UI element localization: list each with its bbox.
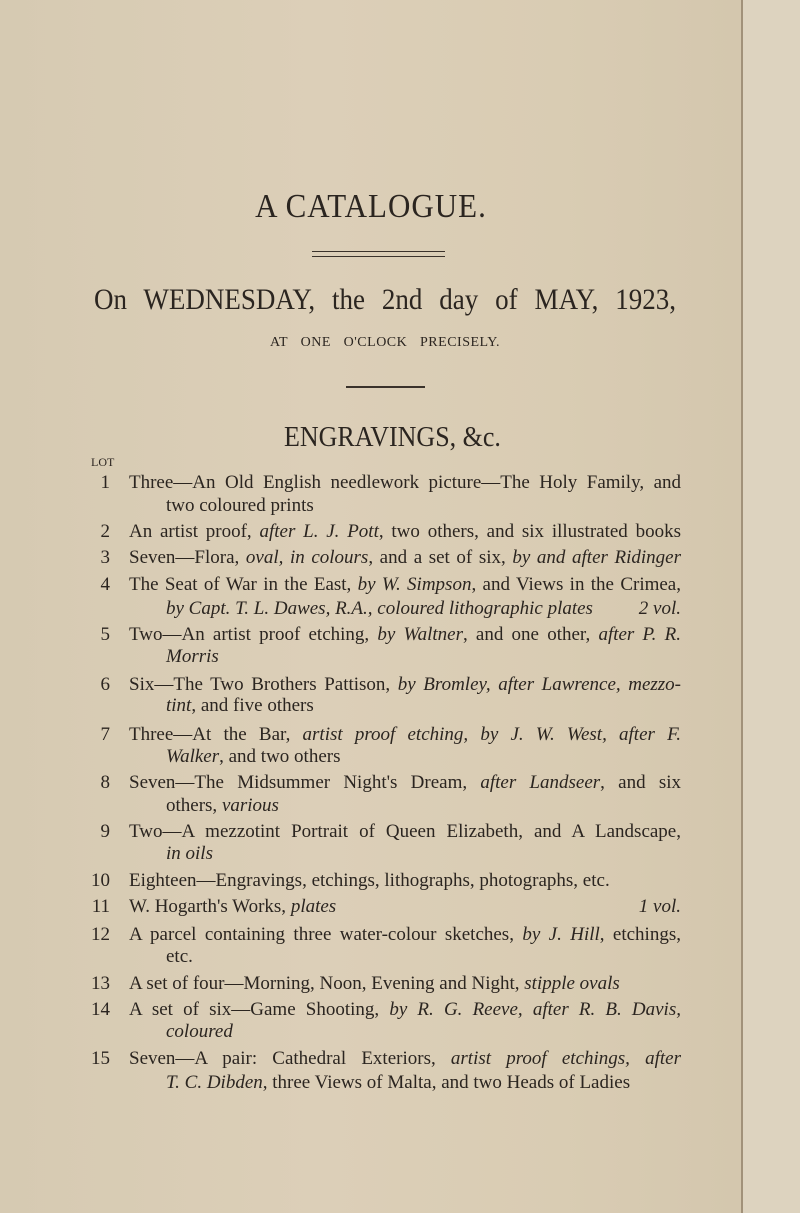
text: etc. — [166, 946, 193, 967]
text: , and five others — [191, 695, 314, 716]
italic-text: after P. R. — [598, 624, 681, 645]
lot-description-line — [166, 946, 193, 968]
lot-description-line — [129, 674, 681, 696]
italic-text: in oils — [166, 843, 213, 864]
lot-description-line — [129, 821, 681, 843]
text: , two others, and six illustrated books — [378, 521, 681, 542]
text: Two—An artist proof etching, — [129, 624, 378, 645]
text: Six—The Two Brothers Pattison, — [129, 674, 398, 695]
text: , and a set of six, — [368, 547, 513, 568]
text: , etchings, — [599, 924, 681, 945]
lot-number: 2 — [100, 521, 110, 542]
text: Seven—The Midsummer Night's Dream, — [129, 772, 481, 793]
text: A parcel containing three water-colour sketches, — [129, 924, 523, 945]
lot-description-line — [129, 924, 681, 946]
italic-text: artist proof etchings, after — [450, 1048, 681, 1069]
lot-description-line — [166, 695, 314, 717]
lot-description-line — [166, 598, 593, 620]
text: , and one other, — [462, 624, 599, 645]
lot-number: 15 — [91, 1048, 110, 1069]
lot-description-line — [166, 1021, 233, 1043]
lot-number: 1 — [100, 472, 110, 493]
text: An artist proof, — [129, 521, 260, 542]
lot-description-line — [129, 999, 681, 1021]
italic-text: by Bromley, after Lawrence, mezzo- — [397, 674, 681, 695]
section-heading: ENGRAVINGS, &c. — [284, 420, 501, 453]
lot-description-line — [129, 724, 681, 746]
italic-text: artist proof etching, by J. W. West, after F. — [302, 724, 681, 745]
lot-number: 9 — [100, 821, 110, 842]
italic-text: by J. Hill — [522, 924, 600, 945]
lot-number: 7 — [100, 724, 110, 745]
italic-text: by Capt. T. L. Dawes, R.A., coloured lithographic plates — [166, 598, 593, 619]
italic-text: plates — [290, 896, 337, 917]
lot-description-line — [166, 1072, 630, 1094]
sale-date-line: On WEDNESDAY, the 2nd day of MAY, 1923, — [94, 282, 676, 316]
lot-description-line — [129, 574, 681, 596]
italic-text: Morris — [166, 646, 219, 667]
italic-text: oval, in colours — [245, 547, 369, 568]
italic-text: by W. Simpson — [357, 574, 472, 595]
text: Seven—A pair: Cathedral Exteriors, — [129, 1048, 451, 1069]
lot-description-line — [129, 772, 681, 794]
text: W. Hogarth's Works, — [129, 896, 291, 917]
text: Eighteen—Engravings, etchings, lithographs, photographs, etc. — [129, 870, 610, 891]
double-rule-divider — [312, 251, 445, 257]
sale-time-line: AT ONE O'CLOCK PRECISELY. — [270, 335, 500, 350]
text: Seven—Flora, — [129, 547, 246, 568]
lot-description-line — [166, 746, 341, 768]
text: The Seat of War in the East, — [129, 574, 358, 595]
lot-number: 6 — [100, 674, 110, 695]
lot-description-line — [129, 521, 681, 543]
italic-text: tint — [166, 695, 192, 716]
lot-description-line — [129, 472, 681, 494]
lot-description-line — [166, 843, 213, 865]
lot-description-line — [166, 646, 219, 668]
lot-number: 11 — [91, 896, 110, 917]
lot-number: 5 — [100, 624, 110, 645]
lot-description-line — [166, 795, 279, 817]
italic-text: various — [221, 795, 279, 816]
text: , and six — [600, 772, 681, 793]
lot-number: 8 — [100, 772, 110, 793]
italic-text: stipple ovals — [524, 973, 620, 994]
italic-text: coloured — [166, 1021, 233, 1042]
volume-count: 1 vol. — [638, 896, 681, 917]
text: , and Views in the Crimea, — [471, 574, 681, 595]
text: others, — [166, 795, 222, 816]
page-fold-line — [741, 0, 743, 1213]
lot-description-line — [129, 896, 336, 918]
italic-text: Walker — [166, 746, 220, 767]
lot-number: 12 — [91, 924, 110, 945]
lot-number: 10 — [91, 870, 110, 891]
text: two coloured prints — [166, 495, 314, 516]
text: , and two others — [219, 746, 341, 767]
text: A set of six—Game Shooting, — [129, 999, 390, 1020]
italic-text: T. C. Dibden — [166, 1072, 263, 1093]
lot-description-line — [166, 495, 314, 517]
text: Three—At the Bar, — [129, 724, 303, 745]
lot-number: 4 — [100, 574, 110, 595]
rule-divider — [346, 386, 425, 388]
text: Three—An Old English needlework picture—The Holy Family, and — [129, 472, 681, 493]
lot-description-line — [129, 870, 610, 892]
italic-text: after L. J. Pott — [259, 521, 379, 542]
text: , three Views of Malta, and two Heads of Ladies — [262, 1072, 631, 1093]
text: Two—A mezzotint Portrait of Queen Elizabeth, and A Landscape, — [129, 821, 681, 842]
lot-number: 14 — [91, 999, 110, 1020]
lot-description-line — [129, 547, 681, 569]
text: A set of four—Morning, Noon, Evening and Night, — [129, 973, 525, 994]
lot-description-line — [129, 973, 620, 995]
catalogue-title: A CATALOGUE. — [255, 186, 487, 225]
adjacent-page-edge — [743, 0, 800, 1213]
lot-column-label: LOT — [91, 455, 115, 469]
lot-description-line — [129, 1048, 681, 1070]
italic-text: after Landseer — [480, 772, 601, 793]
italic-text: by R. G. Reeve, after R. B. Davis, — [389, 999, 681, 1020]
lot-description-line — [129, 624, 681, 646]
italic-text: by and after Ridinger — [512, 547, 681, 568]
volume-count: 2 vol. — [638, 598, 681, 619]
lot-number: 3 — [100, 547, 110, 568]
lot-number: 13 — [91, 973, 110, 994]
italic-text: by Waltner — [377, 624, 463, 645]
